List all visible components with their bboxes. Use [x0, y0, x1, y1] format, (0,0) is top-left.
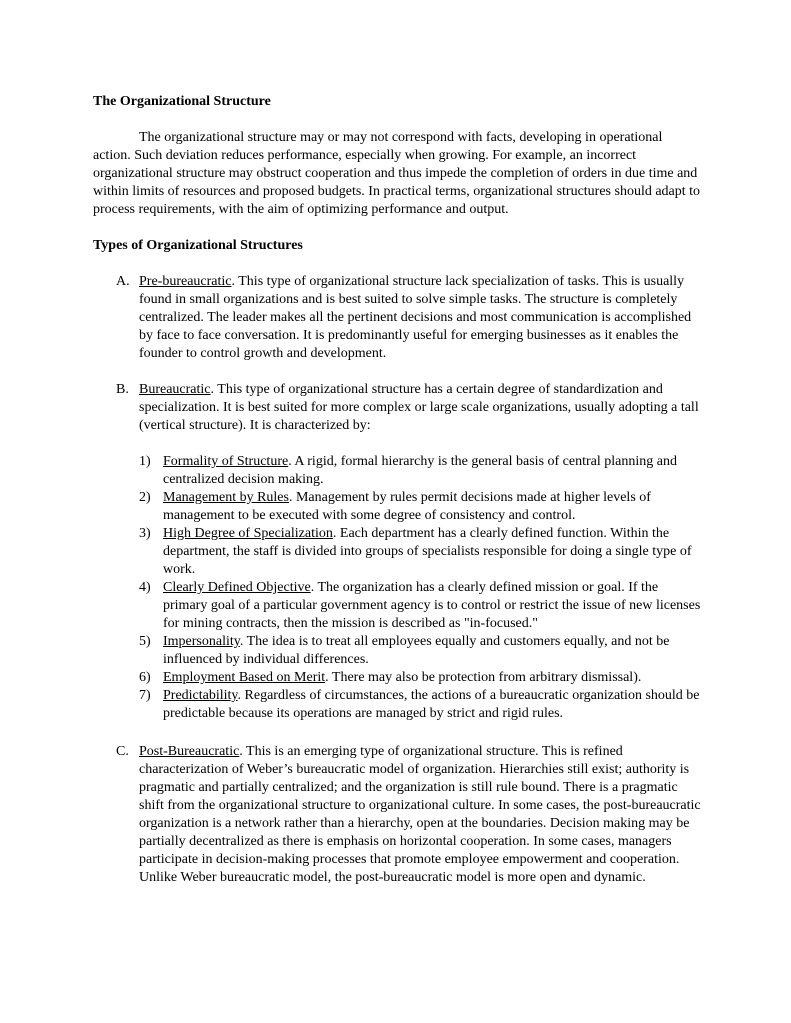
- list-item: [93, 687, 703, 723]
- list-item: [93, 525, 703, 579]
- item-marker: B.: [116, 382, 129, 397]
- item-marker: C.: [116, 744, 129, 759]
- item-text: . The organization has a clearly defined mission or goal. If the primary goal of a particular government agency is to control or restrict the issue of new licenses for mining contracts, then the mission is described as "in-focused.": [163, 580, 701, 631]
- item-term: Employment Based on Merit: [163, 670, 326, 685]
- item-marker: 5): [139, 634, 151, 649]
- item-term: Management by Rules: [163, 490, 289, 505]
- item-text: . Management by rules permit decisions made at higher levels of management to be executed with some degree of consistency and control.: [163, 490, 651, 523]
- intro-paragraph: The organizational structure may or may not correspond with facts, developing in operational action. Such deviation reduces performance, especially when growing. For example, an incorrect organizational structure may obstruct cooperation and thus impede the completion of orders in due time and within limits of resources and proposed budgets. In practical terms, organizational structures should adapt to process requirements, with the aim of optimizing performance and output.: [93, 130, 701, 217]
- item-term: Pre-bureaucratic: [139, 274, 232, 289]
- item-term: Predictability: [163, 688, 238, 703]
- item-text: . This type of organizational structure lack specialization of tasks. This is usually found in small organizations and is best suited to solve simple tasks. The structure is completely centralized. The leader makes all the pertinent decisions and most communication is accomplished by face to face conversation. It is predominantly useful for emerging businesses as it enables the founder to control growth and development.: [139, 274, 692, 361]
- document-page: [93, 93, 703, 887]
- item-marker: 1): [139, 454, 151, 469]
- item-term: Clearly Defined Objective: [163, 580, 311, 595]
- list-item: [93, 489, 703, 525]
- item-text: . This type of organizational structure has a certain degree of standardization and specialization. It is best suited for more complex or large scale organizations, usually adopting a tall (vertical structure). It is characterized by:: [139, 382, 699, 433]
- page-title: The Organizational Structure: [93, 94, 271, 109]
- item-marker: 6): [139, 670, 151, 685]
- item-term: Post-Bureaucratic: [139, 744, 240, 759]
- item-marker: 4): [139, 580, 151, 595]
- item-term: Bureaucratic: [139, 382, 211, 397]
- list-item: [93, 579, 703, 633]
- item-term: High Degree of Specialization: [163, 526, 333, 541]
- item-term: Formality of Structure: [163, 454, 289, 469]
- item-marker: 3): [139, 526, 151, 541]
- list-item: [93, 453, 703, 489]
- item-term: Impersonality: [163, 634, 240, 649]
- section-heading: Types of Organizational Structures: [93, 238, 303, 253]
- type-item-bureaucratic: [93, 381, 703, 435]
- list-item: [93, 669, 703, 687]
- item-text: . This is an emerging type of organizational structure. This is refined characterization of Weber’s bureaucratic model of organization. Hierarchies still exist; authority is pragmatic and partially centralized; and the organization is still rule bound. There is a pragmatic shift from the organizational structure to organizational culture. In some cases, the post-bureaucratic organization is a network rather than a hierarchy, open at the boundaries. Decision making may be partially decentralized as there is emphasis on horizontal cooperation. In some cases, managers participate in decision-making processes that promote employee empowerment and cooperation. Unlike Weber bureaucratic model, the post-bureaucratic model is more open and dynamic.: [139, 744, 701, 885]
- type-item-post-bureaucratic: [93, 743, 703, 887]
- item-text: . A rigid, formal hierarchy is the general basis of central planning and centralized decision making.: [163, 454, 677, 487]
- type-item-pre-bureaucratic: [93, 273, 703, 363]
- item-text: . The idea is to treat all employees equally and customers equally, and not be influenced by individual differences.: [163, 634, 670, 667]
- item-marker: A.: [116, 274, 130, 289]
- item-marker: 2): [139, 490, 151, 505]
- item-text: . Regardless of circumstances, the actions of a bureaucratic organization should be predictable because its operations are managed by strict and rigid rules.: [163, 688, 700, 721]
- list-item: [93, 633, 703, 669]
- item-text: . There may also be protection from arbitrary dismissal).: [325, 670, 642, 685]
- item-text: . Each department has a clearly defined function. Within the department, the staff is divided into groups of specialists responsible for doing a single type of work.: [163, 526, 692, 577]
- item-marker: 7): [139, 688, 151, 703]
- characteristics-list: [93, 453, 703, 723]
